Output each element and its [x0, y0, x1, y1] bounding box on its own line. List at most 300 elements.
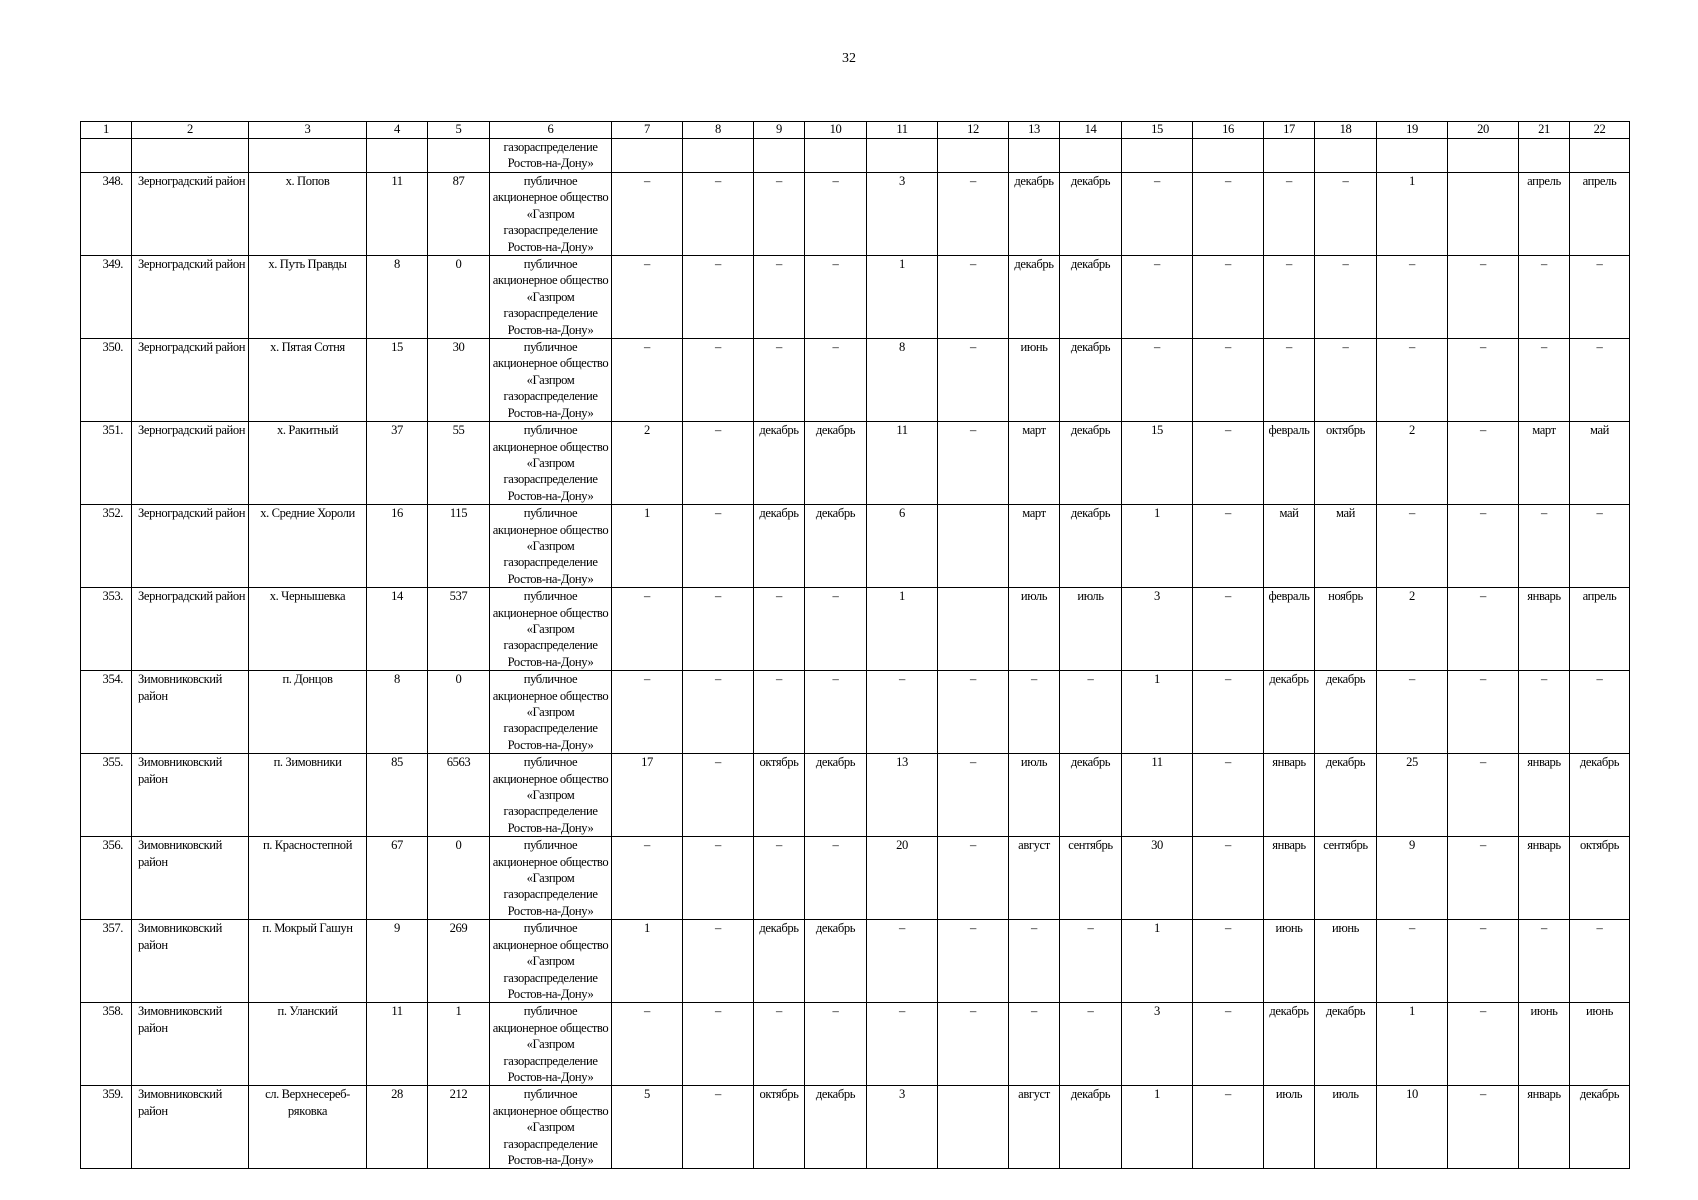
- table-cell: –: [754, 256, 805, 339]
- table-cell: декабрь: [1060, 422, 1122, 505]
- table-cell: июль: [1009, 588, 1060, 671]
- table-cell: январь: [1519, 1086, 1570, 1169]
- table-cell: –: [1519, 339, 1570, 422]
- table-cell: –: [805, 339, 867, 422]
- table-cell: 30: [428, 339, 490, 422]
- table-cell: 9: [1377, 837, 1448, 920]
- table-cell: 11: [1122, 754, 1193, 837]
- table-cell: –: [1060, 671, 1122, 754]
- table-cell: –: [1377, 920, 1448, 1003]
- table-cell: –: [1264, 256, 1315, 339]
- table-cell: Зерноградский район: [132, 173, 249, 256]
- table-cell: публичное акционерное общество «Газпром газораспределение Ростов-на-Дону»: [490, 837, 612, 920]
- table-cell: –: [1448, 754, 1519, 837]
- header-cell: 2: [132, 122, 249, 139]
- table-row: [81, 671, 1630, 754]
- table-cell: 353.: [81, 588, 132, 671]
- table-cell: –: [938, 173, 1009, 256]
- table-cell: [1448, 139, 1519, 173]
- table-cell: –: [1570, 671, 1630, 754]
- table-cell: –: [938, 422, 1009, 505]
- table-row: [81, 339, 1630, 422]
- table-cell: [938, 1086, 1009, 1169]
- header-cell: 15: [1122, 122, 1193, 139]
- table-cell: –: [683, 339, 754, 422]
- table-cell: –: [1009, 1003, 1060, 1086]
- table-body: [81, 122, 1630, 1169]
- table-cell: 352.: [81, 505, 132, 588]
- table-cell: 85: [367, 754, 428, 837]
- table-cell: –: [1193, 256, 1264, 339]
- table-cell: –: [754, 588, 805, 671]
- table-cell: –: [805, 256, 867, 339]
- table-cell: –: [1448, 837, 1519, 920]
- table-cell: –: [1193, 505, 1264, 588]
- header-cell: 11: [867, 122, 938, 139]
- table-cell: 25: [1377, 754, 1448, 837]
- table-cell: декабрь: [805, 920, 867, 1003]
- table-cell: –: [612, 671, 683, 754]
- table-cell: Зерноградский район: [132, 256, 249, 339]
- table-cell: май: [1264, 505, 1315, 588]
- table-cell: –: [1193, 1003, 1264, 1086]
- table-cell: –: [1377, 671, 1448, 754]
- table-cell: –: [1448, 422, 1519, 505]
- table-cell: –: [805, 173, 867, 256]
- table-cell: х. Попов: [249, 173, 367, 256]
- table-cell: 1: [1122, 505, 1193, 588]
- header-cell: 6: [490, 122, 612, 139]
- table-cell: 115: [428, 505, 490, 588]
- table-cell: март: [1009, 505, 1060, 588]
- table-cell: –: [867, 1003, 938, 1086]
- table-cell: 1: [1122, 1086, 1193, 1169]
- table-cell: 20: [867, 837, 938, 920]
- table-cell: 0: [428, 671, 490, 754]
- table-cell: публичное акционерное общество «Газпром газораспределение Ростов-на-Дону»: [490, 422, 612, 505]
- table-cell: Зимовниковский район: [132, 920, 249, 1003]
- table-cell: октябрь: [754, 1086, 805, 1169]
- table-cell: –: [938, 837, 1009, 920]
- table-cell: 355.: [81, 754, 132, 837]
- table-cell: публичное акционерное общество «Газпром газораспределение Ростов-на-Дону»: [490, 505, 612, 588]
- table-cell: –: [805, 837, 867, 920]
- table-row: [81, 837, 1630, 920]
- table-cell: –: [1060, 1003, 1122, 1086]
- header-cell: 20: [1448, 122, 1519, 139]
- table-cell: –: [683, 173, 754, 256]
- table-cell: –: [1315, 173, 1377, 256]
- header-cell: 14: [1060, 122, 1122, 139]
- table-cell: 2: [1377, 422, 1448, 505]
- table-cell: 354.: [81, 671, 132, 754]
- table-cell: [1060, 139, 1122, 173]
- header-cell: 16: [1193, 122, 1264, 139]
- table-cell: –: [1193, 173, 1264, 256]
- table-cell: –: [938, 339, 1009, 422]
- table-cell: 1: [612, 920, 683, 1003]
- table-cell: –: [612, 837, 683, 920]
- table-cell: –: [1193, 671, 1264, 754]
- table-cell: –: [1448, 588, 1519, 671]
- table-cell: публичное акционерное общество «Газпром газораспределение Ростов-на-Дону»: [490, 588, 612, 671]
- table-cell: сл. Верхнесереб-рякoвка: [249, 1086, 367, 1169]
- table-cell: –: [1193, 837, 1264, 920]
- table-cell: х. Ракитный: [249, 422, 367, 505]
- table-cell: 358.: [81, 1003, 132, 1086]
- table-cell: –: [1122, 173, 1193, 256]
- table-cell: –: [1315, 339, 1377, 422]
- table-cell: декабрь: [754, 422, 805, 505]
- table-cell: 349.: [81, 256, 132, 339]
- table-cell: [805, 139, 867, 173]
- table-row: [81, 173, 1630, 256]
- table-cell: [1519, 139, 1570, 173]
- table-cell: декабрь: [1060, 505, 1122, 588]
- table-cell: [1377, 139, 1448, 173]
- table-cell: Зерноградский район: [132, 505, 249, 588]
- table-cell: 1: [867, 588, 938, 671]
- table-cell: январь: [1519, 754, 1570, 837]
- table-cell: –: [867, 920, 938, 1003]
- table-cell: декабрь: [1315, 671, 1377, 754]
- table-cell: –: [1264, 173, 1315, 256]
- table-cell: сентябрь: [1315, 837, 1377, 920]
- table-cell: –: [1193, 1086, 1264, 1169]
- table-cell: 16: [367, 505, 428, 588]
- table-cell: –: [1193, 588, 1264, 671]
- table-cell: –: [938, 671, 1009, 754]
- page-number: 32: [842, 51, 856, 66]
- table-cell: –: [1448, 339, 1519, 422]
- table-cell: [1122, 139, 1193, 173]
- table-row: [81, 256, 1630, 339]
- table-cell: август: [1009, 837, 1060, 920]
- table-cell: публичное акционерное общество «Газпром газораспределение Ростов-на-Дону»: [490, 1086, 612, 1169]
- table-cell: [938, 139, 1009, 173]
- header-cell: 19: [1377, 122, 1448, 139]
- table-cell: –: [754, 173, 805, 256]
- table-cell: –: [683, 837, 754, 920]
- table-cell: [1009, 139, 1060, 173]
- header-cell: 8: [683, 122, 754, 139]
- table-cell: п. Уланский: [249, 1003, 367, 1086]
- table-cell: ноябрь: [1315, 588, 1377, 671]
- table-row: [81, 754, 1630, 837]
- table-cell: 37: [367, 422, 428, 505]
- table-cell: январь: [1519, 837, 1570, 920]
- table-cell: декабрь: [1315, 754, 1377, 837]
- table-cell: май: [1315, 505, 1377, 588]
- table-cell: публичное акционерное общество «Газпром газораспределение Ростов-на-Дону»: [490, 173, 612, 256]
- table-cell: 8: [367, 256, 428, 339]
- table-cell: февраль: [1264, 588, 1315, 671]
- table-cell: Зимовниковский район: [132, 671, 249, 754]
- table-cell: –: [754, 837, 805, 920]
- table-cell: –: [1448, 920, 1519, 1003]
- table-cell: декабрь: [754, 920, 805, 1003]
- table-cell: декабрь: [1060, 1086, 1122, 1169]
- table-cell: [81, 139, 132, 173]
- table-cell: –: [1377, 256, 1448, 339]
- table-cell: –: [1009, 920, 1060, 1003]
- table-row: [81, 920, 1630, 1003]
- header-row: [81, 122, 1630, 139]
- table-cell: декабрь: [1060, 173, 1122, 256]
- table-cell: 28: [367, 1086, 428, 1169]
- header-cell: 22: [1570, 122, 1630, 139]
- continuation-row: [81, 139, 1630, 173]
- table-cell: декабрь: [1060, 339, 1122, 422]
- table-cell: август: [1009, 1086, 1060, 1169]
- table-cell: –: [938, 754, 1009, 837]
- table-cell: март: [1009, 422, 1060, 505]
- table-cell: –: [1122, 339, 1193, 422]
- table-cell: декабрь: [1009, 173, 1060, 256]
- table-cell: 2: [612, 422, 683, 505]
- table-cell: публичное акционерное общество «Газпром газораспределение Ростов-на-Дону»: [490, 1003, 612, 1086]
- table-cell: 8: [867, 339, 938, 422]
- table-cell: публичное акционерное общество «Газпром газораспределение Ростов-на-Дону»: [490, 671, 612, 754]
- table-cell: –: [805, 588, 867, 671]
- table-cell: х. Пятая Сотня: [249, 339, 367, 422]
- table-cell: [1315, 139, 1377, 173]
- table-cell: 1: [612, 505, 683, 588]
- table-cell: п. Зимовники: [249, 754, 367, 837]
- table-cell: 3: [867, 1086, 938, 1169]
- table-cell: декабрь: [1060, 754, 1122, 837]
- table-cell: 9: [367, 920, 428, 1003]
- table-cell: 11: [367, 1003, 428, 1086]
- table-cell: июнь: [1264, 920, 1315, 1003]
- table-cell: 67: [367, 837, 428, 920]
- table-cell: 1: [1377, 173, 1448, 256]
- table-cell: публичное акционерное общество «Газпром газораспределение Ростов-на-Дону»: [490, 754, 612, 837]
- header-cell: 3: [249, 122, 367, 139]
- table-cell: –: [612, 339, 683, 422]
- table-cell: декабрь: [805, 754, 867, 837]
- table-cell: июнь: [1315, 920, 1377, 1003]
- table-cell: декабрь: [1264, 671, 1315, 754]
- table-cell: –: [683, 754, 754, 837]
- table-cell: апрель: [1570, 173, 1630, 256]
- table-cell: декабрь: [1570, 754, 1630, 837]
- table-cell: июнь: [1519, 1003, 1570, 1086]
- table-cell: п. Мокрый Гашун: [249, 920, 367, 1003]
- header-cell: 4: [367, 122, 428, 139]
- table-cell: –: [612, 1003, 683, 1086]
- table-cell: –: [1519, 505, 1570, 588]
- table-cell: –: [1448, 256, 1519, 339]
- table-cell: 87: [428, 173, 490, 256]
- table-cell: публичное акционерное общество «Газпром газораспределение Ростов-на-Дону»: [490, 256, 612, 339]
- data-table: [80, 121, 1630, 1169]
- table-cell: 15: [1122, 422, 1193, 505]
- table-cell: Зимовниковский район: [132, 1003, 249, 1086]
- header-cell: 9: [754, 122, 805, 139]
- table-cell: –: [683, 588, 754, 671]
- table-cell: сентябрь: [1060, 837, 1122, 920]
- table-cell: Зерноградский район: [132, 339, 249, 422]
- table-cell: –: [805, 671, 867, 754]
- table-cell: 55: [428, 422, 490, 505]
- header-cell: 5: [428, 122, 490, 139]
- table-cell: –: [1193, 422, 1264, 505]
- table-cell: [867, 139, 938, 173]
- table-cell: Зимовниковский район: [132, 1086, 249, 1169]
- table-cell: июнь: [1009, 339, 1060, 422]
- table-cell: –: [683, 256, 754, 339]
- table-cell: 6: [867, 505, 938, 588]
- header-cell: 1: [81, 122, 132, 139]
- table-cell: –: [683, 920, 754, 1003]
- table-cell: 348.: [81, 173, 132, 256]
- header-cell: 12: [938, 122, 1009, 139]
- table-cell: январь: [1264, 754, 1315, 837]
- table-cell: –: [1060, 920, 1122, 1003]
- table-cell: 10: [1377, 1086, 1448, 1169]
- table-cell: 5: [612, 1086, 683, 1169]
- table-cell: Зимовниковский район: [132, 837, 249, 920]
- table-cell: [754, 139, 805, 173]
- table-cell: –: [1193, 754, 1264, 837]
- table-cell: –: [1570, 256, 1630, 339]
- table-cell: 1: [1122, 920, 1193, 1003]
- table-cell: –: [1377, 339, 1448, 422]
- table-cell: 3: [1122, 588, 1193, 671]
- table-cell: –: [1448, 505, 1519, 588]
- table-cell: [1448, 173, 1519, 256]
- table-cell: –: [1009, 671, 1060, 754]
- table-cell: –: [1519, 920, 1570, 1003]
- table-cell: [1570, 139, 1630, 173]
- header-cell: 13: [1009, 122, 1060, 139]
- table-cell: июль: [1009, 754, 1060, 837]
- table-cell: 357.: [81, 920, 132, 1003]
- table-cell: 0: [428, 837, 490, 920]
- table-cell: декабрь: [805, 1086, 867, 1169]
- table-cell: х. Чернышевка: [249, 588, 367, 671]
- table-row: [81, 1086, 1630, 1169]
- header-cell: 10: [805, 122, 867, 139]
- table-cell: январь: [1519, 588, 1570, 671]
- table-cell: июль: [1060, 588, 1122, 671]
- table-cell: –: [1315, 256, 1377, 339]
- table-cell: [938, 505, 1009, 588]
- table-cell: публичное акционерное общество «Газпром газораспределение Ростов-на-Дону»: [490, 920, 612, 1003]
- table-cell: 2: [1377, 588, 1448, 671]
- table-cell: –: [1448, 1003, 1519, 1086]
- table-cell: 15: [367, 339, 428, 422]
- table-cell: 30: [1122, 837, 1193, 920]
- table-cell: 359.: [81, 1086, 132, 1169]
- table-cell: газораспределение Ростов-на-Дону»: [490, 139, 612, 173]
- table-cell: декабрь: [1060, 256, 1122, 339]
- table-cell: июнь: [1570, 1003, 1630, 1086]
- table-cell: –: [938, 920, 1009, 1003]
- table-cell: –: [1519, 671, 1570, 754]
- table-cell: декабрь: [1264, 1003, 1315, 1086]
- table-cell: [938, 588, 1009, 671]
- table-cell: 1: [428, 1003, 490, 1086]
- table-row: [81, 1003, 1630, 1086]
- table-cell: [1264, 139, 1315, 173]
- table-cell: 13: [867, 754, 938, 837]
- table-cell: 14: [367, 588, 428, 671]
- table-cell: 212: [428, 1086, 490, 1169]
- table-cell: январь: [1264, 837, 1315, 920]
- table-cell: декабрь: [1315, 1003, 1377, 1086]
- table-cell: июль: [1264, 1086, 1315, 1169]
- header-cell: 18: [1315, 122, 1377, 139]
- table-cell: –: [754, 339, 805, 422]
- table-cell: 269: [428, 920, 490, 1003]
- table-cell: –: [1448, 1086, 1519, 1169]
- table-cell: –: [612, 588, 683, 671]
- table-cell: х. Средние Хороли: [249, 505, 367, 588]
- table-cell: –: [1264, 339, 1315, 422]
- table-cell: –: [1122, 256, 1193, 339]
- table-cell: –: [1570, 505, 1630, 588]
- table-cell: 3: [867, 173, 938, 256]
- table-cell: апрель: [1519, 173, 1570, 256]
- table-cell: 537: [428, 588, 490, 671]
- table-cell: декабрь: [754, 505, 805, 588]
- table-cell: Зерноградский район: [132, 422, 249, 505]
- table-cell: –: [683, 505, 754, 588]
- table-cell: –: [805, 1003, 867, 1086]
- table-cell: –: [1570, 339, 1630, 422]
- table-cell: март: [1519, 422, 1570, 505]
- header-cell: 21: [1519, 122, 1570, 139]
- table-cell: –: [938, 1003, 1009, 1086]
- table-cell: [367, 139, 428, 173]
- table-cell: 3: [1122, 1003, 1193, 1086]
- table-cell: п. Донцов: [249, 671, 367, 754]
- table-cell: –: [683, 1003, 754, 1086]
- table-cell: октябрь: [1570, 837, 1630, 920]
- header-cell: 7: [612, 122, 683, 139]
- table-cell: –: [683, 422, 754, 505]
- table-cell: –: [1377, 505, 1448, 588]
- table-cell: 0: [428, 256, 490, 339]
- table-cell: 6563: [428, 754, 490, 837]
- table-cell: декабрь: [805, 422, 867, 505]
- table-cell: май: [1570, 422, 1630, 505]
- table-row: [81, 422, 1630, 505]
- table-cell: октябрь: [754, 754, 805, 837]
- table-cell: –: [612, 256, 683, 339]
- table-cell: [249, 139, 367, 173]
- table-cell: –: [1448, 671, 1519, 754]
- table-cell: декабрь: [805, 505, 867, 588]
- table-cell: 17: [612, 754, 683, 837]
- table-cell: п. Красностепной: [249, 837, 367, 920]
- table-cell: –: [1570, 920, 1630, 1003]
- table-cell: 8: [367, 671, 428, 754]
- table-cell: Зимовниковский район: [132, 754, 249, 837]
- table-cell: декабрь: [1570, 1086, 1630, 1169]
- table-cell: Зерноградский район: [132, 588, 249, 671]
- table-cell: 350.: [81, 339, 132, 422]
- table-cell: –: [612, 173, 683, 256]
- table-cell: октябрь: [1315, 422, 1377, 505]
- table-cell: 356.: [81, 837, 132, 920]
- table-cell: июль: [1315, 1086, 1377, 1169]
- table-cell: –: [754, 671, 805, 754]
- header-cell: 17: [1264, 122, 1315, 139]
- table-cell: 351.: [81, 422, 132, 505]
